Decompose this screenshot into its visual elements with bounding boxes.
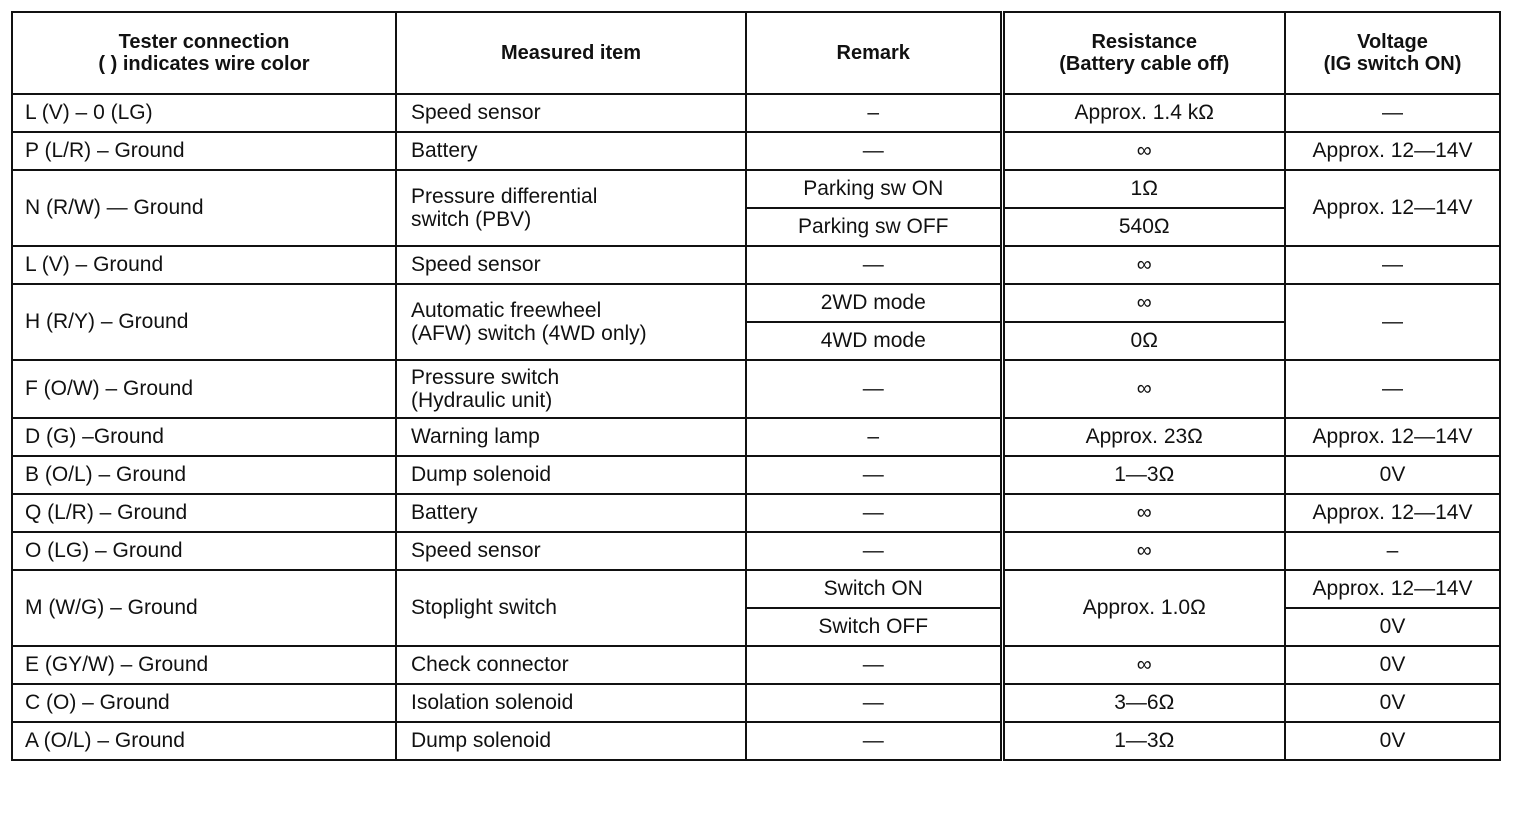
remark-cell: 2WD mode [746,284,1002,322]
remark-cell: — [746,360,1002,418]
voltage-cell: — [1285,360,1500,418]
header-row [12,12,1500,94]
item-cell: Stoplight switch [396,570,746,646]
header-resistance-line2: (Battery cable off) [1059,53,1230,75]
resistance-cell: ∞ [1002,132,1285,170]
item-cell: Speed sensor [396,246,746,284]
table-row [12,532,1500,570]
item-cell: Dump solenoid [396,456,746,494]
item-line2: switch (PBV) [411,208,532,231]
resistance-cell: ∞ [1002,494,1285,532]
connection-cell: Q (L/R) – Ground [12,494,396,532]
voltage-cell: Approx. 12—14V [1285,494,1500,532]
table-row [12,684,1500,722]
remark-cell: Switch ON [746,570,1002,608]
header-voltage-line2: (IG switch ON) [1323,53,1462,75]
connection-cell: L (V) – Ground [12,246,396,284]
connection-cell: M (W/G) – Ground [12,570,396,646]
resistance-cell: ∞ [1002,246,1285,284]
remark-cell: 4WD mode [746,322,1002,360]
header-resistance [1002,12,1285,94]
remark-cell: Parking sw ON [746,170,1002,208]
item-cell [396,284,746,360]
tester-connection-table [11,11,1501,761]
item-line2: (Hydraulic unit) [411,389,553,412]
remark-cell: – [746,94,1002,132]
voltage-cell: 0V [1285,608,1500,646]
header-measured-item: Measured item [396,12,746,94]
table-row [12,418,1500,456]
resistance-cell: ∞ [1002,284,1285,322]
table-row [12,132,1500,170]
resistance-cell: 0Ω [1002,322,1285,360]
remark-cell: – [746,418,1002,456]
table-row [12,170,1500,208]
remark-cell: Parking sw OFF [746,208,1002,246]
voltage-cell: — [1285,94,1500,132]
item-cell: Speed sensor [396,94,746,132]
voltage-cell: — [1285,246,1500,284]
remark-cell: Switch OFF [746,608,1002,646]
remark-cell: — [746,684,1002,722]
item-cell: Warning lamp [396,418,746,456]
item-line2: (AFW) switch (4WD only) [411,322,647,345]
remark-cell: — [746,532,1002,570]
table-row [12,94,1500,132]
header-remark: Remark [746,12,1002,94]
voltage-cell: Approx. 12—14V [1285,170,1500,246]
voltage-cell: Approx. 12—14V [1285,570,1500,608]
table-row [12,646,1500,684]
resistance-cell: ∞ [1002,646,1285,684]
connection-cell: H (R/Y) – Ground [12,284,396,360]
connection-cell: E (GY/W) – Ground [12,646,396,684]
table-row [12,494,1500,532]
connection-cell: N (R/W) — Ground [12,170,396,246]
resistance-cell: 3—6Ω [1002,684,1285,722]
header-voltage [1285,12,1500,94]
item-cell: Battery [396,494,746,532]
remark-cell: — [746,132,1002,170]
voltage-cell: 0V [1285,684,1500,722]
voltage-cell: – [1285,532,1500,570]
item-line1: Pressure switch [411,365,560,389]
remark-cell: — [746,246,1002,284]
remark-cell: — [746,494,1002,532]
item-cell: Battery [396,132,746,170]
resistance-cell: ∞ [1002,360,1285,418]
resistance-cell: 540Ω [1002,208,1285,246]
header-tester-line2: ( ) indicates wire color [98,53,310,75]
header-tester-line1: Tester connection [118,31,290,53]
resistance-cell: Approx. 1.4 kΩ [1002,94,1285,132]
resistance-cell: 1—3Ω [1002,722,1285,760]
table-row [12,246,1500,284]
voltage-cell: 0V [1285,456,1500,494]
header-tester-connection [12,12,396,94]
tester-connection-table-sheet [11,11,1499,761]
connection-cell: B (O/L) – Ground [12,456,396,494]
item-cell [396,360,746,418]
resistance-cell: Approx. 23Ω [1002,418,1285,456]
header-resistance-line1: Resistance [1091,31,1198,53]
remark-cell: — [746,646,1002,684]
table-row [12,284,1500,322]
voltage-cell: Approx. 12—14V [1285,132,1500,170]
item-line1: Pressure differential [411,184,598,208]
item-cell: Check connector [396,646,746,684]
voltage-cell: Approx. 12—14V [1285,418,1500,456]
voltage-cell: — [1285,284,1500,360]
voltage-cell: 0V [1285,722,1500,760]
item-cell: Speed sensor [396,532,746,570]
connection-cell: A (O/L) – Ground [12,722,396,760]
header-voltage-line1: Voltage [1357,31,1428,53]
resistance-cell: 1Ω [1002,170,1285,208]
resistance-cell: Approx. 1.0Ω [1002,570,1285,646]
item-cell [396,170,746,246]
item-cell: Isolation solenoid [396,684,746,722]
connection-cell: P (L/R) – Ground [12,132,396,170]
resistance-cell: 1—3Ω [1002,456,1285,494]
connection-cell: O (LG) – Ground [12,532,396,570]
item-line1: Automatic freewheel [411,298,602,322]
remark-cell: — [746,456,1002,494]
remark-cell: — [746,722,1002,760]
connection-cell: F (O/W) – Ground [12,360,396,418]
connection-cell: D (G) –Ground [12,418,396,456]
voltage-cell: 0V [1285,646,1500,684]
connection-cell: L (V) – 0 (LG) [12,94,396,132]
item-cell: Dump solenoid [396,722,746,760]
table-row [12,570,1500,608]
table-row [12,722,1500,760]
connection-cell: C (O) – Ground [12,684,396,722]
table-row [12,456,1500,494]
table-row [12,360,1500,418]
resistance-cell: ∞ [1002,532,1285,570]
